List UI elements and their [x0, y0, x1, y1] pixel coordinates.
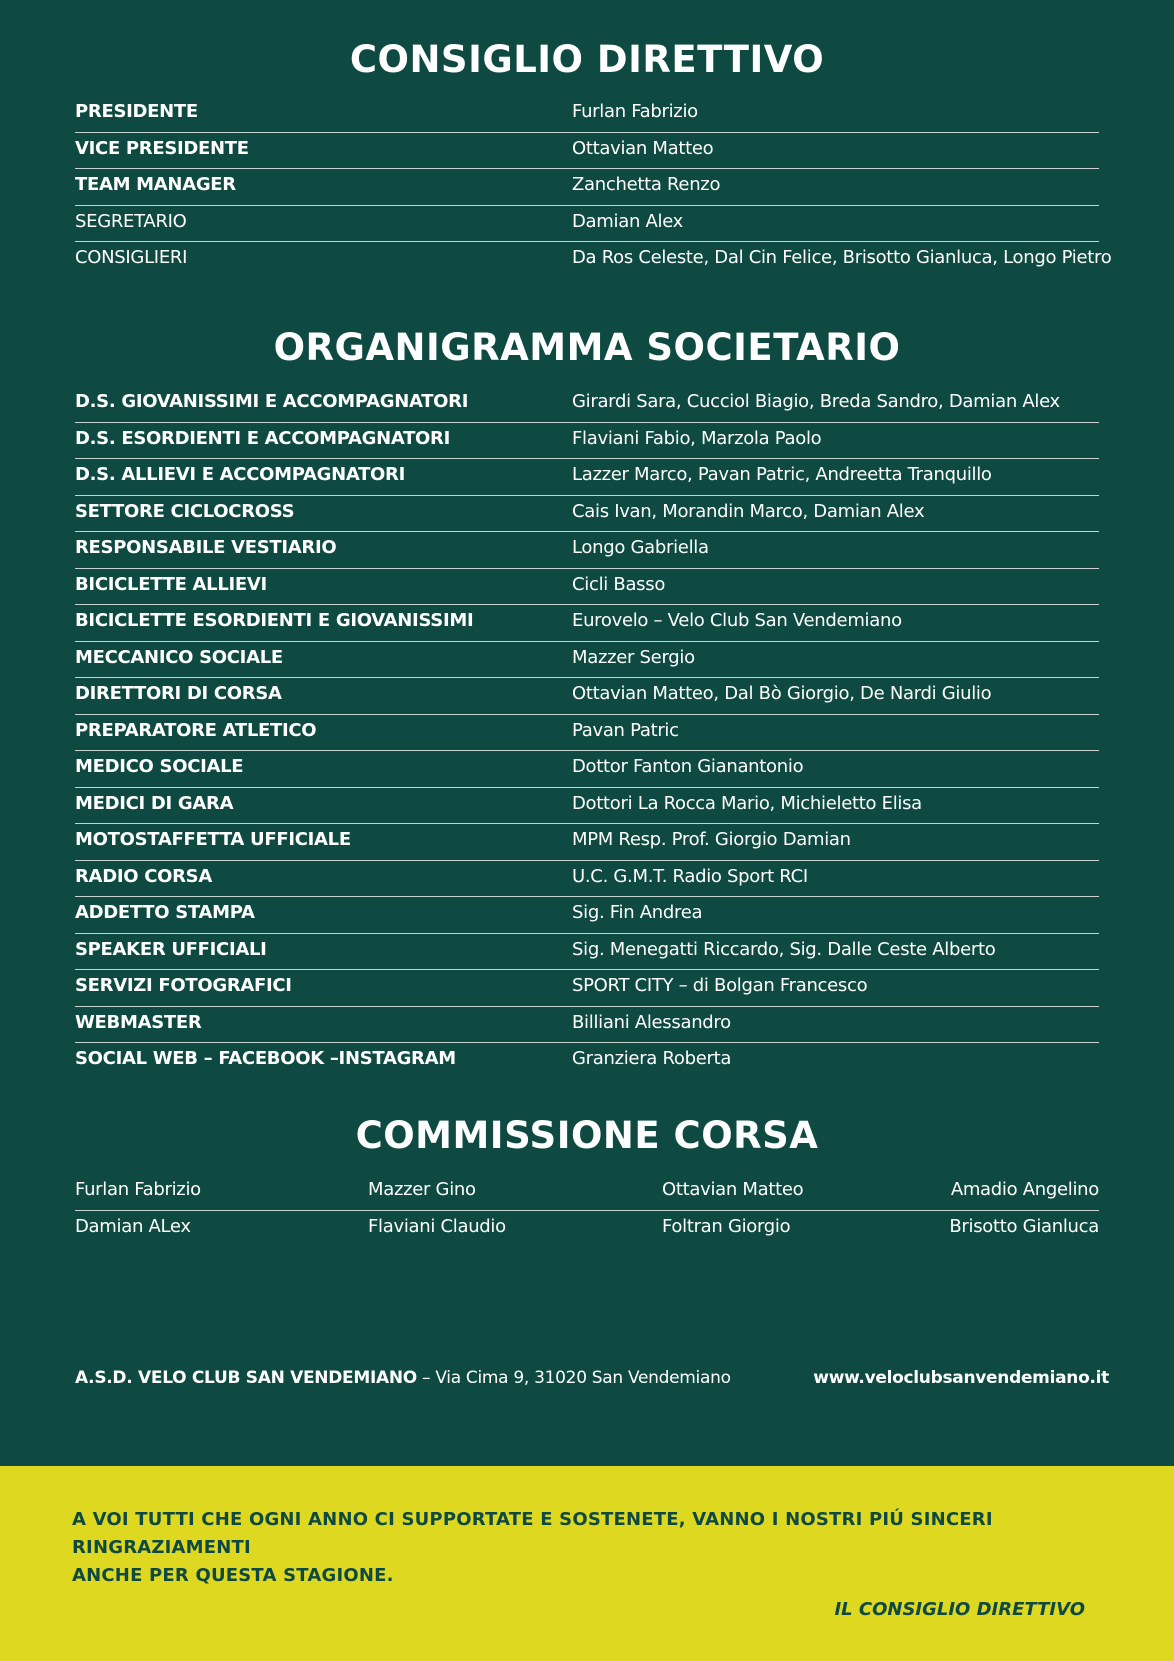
table-row — [75, 96, 1099, 133]
role-label: TEAM MANAGER — [75, 174, 236, 195]
table-row — [75, 459, 1099, 496]
role-value: Pavan Patric — [572, 719, 679, 741]
role-value: Da Ros Celeste, Dal Cin Felice, Brisotto Gianluca, Longo Pietro — [572, 247, 1112, 268]
role-value: Lazzer Marco, Pavan Patric, Andreetta Tranquillo — [572, 464, 992, 485]
table-row — [75, 861, 1099, 898]
table-row — [75, 824, 1099, 861]
role-label: RADIO CORSA — [75, 865, 212, 887]
role-value: Sig. Fin Andrea — [572, 902, 703, 923]
role-value: Longo Gabriella — [572, 537, 709, 558]
role-value: Billiani Alessandro — [572, 1011, 731, 1033]
role-value: Granziera Roberta — [572, 1048, 732, 1069]
club-name: A.S.D. VELO CLUB SAN VENDEMIANO — [75, 1368, 417, 1388]
member-name: Furlan Fabrizio — [75, 1179, 201, 1200]
role-label: WEBMASTER — [75, 1011, 202, 1033]
role-value: MPM Resp. Prof. Giorgio Damian — [572, 829, 851, 850]
commissione-grid — [75, 1174, 1099, 1246]
role-label: MEDICI DI GARA — [75, 792, 234, 814]
role-value: Dottori La Rocca Mario, Michieletto Elisa — [572, 792, 922, 814]
member-name: Mazzer Gino — [368, 1179, 476, 1200]
role-value: SPORT CITY – di Bolgan Francesco — [572, 975, 868, 996]
role-label: ADDETTO STAMPA — [75, 902, 255, 923]
role-label: D.S. GIOVANISSIMI E ACCOMPAGNATORI — [75, 391, 469, 412]
role-label: RESPONSABILE VESTIARIO — [75, 537, 337, 558]
role-label: SEGRETARIO — [75, 210, 187, 232]
table-row — [75, 496, 1099, 533]
table-row — [75, 169, 1099, 206]
role-label: SPEAKER UFFICIALI — [75, 938, 267, 960]
member-name: Damian ALex — [75, 1215, 191, 1237]
role-label: PREPARATORE ATLETICO — [75, 719, 317, 741]
table-row — [75, 642, 1099, 679]
role-label: MEDICO SOCIALE — [75, 756, 244, 777]
role-label: VICE PRESIDENTE — [75, 137, 249, 159]
table-row — [75, 206, 1099, 243]
table-row — [75, 970, 1099, 1007]
table-row — [75, 605, 1099, 642]
role-value: Eurovelo – Velo Club San Vendemiano — [572, 610, 902, 631]
table-row — [75, 1174, 1099, 1211]
role-value: Ottavian Matteo — [572, 137, 714, 159]
table-row — [75, 532, 1099, 569]
member-name: Flaviani Claudio — [368, 1215, 506, 1237]
consiglio-table — [75, 96, 1112, 278]
role-label: D.S. ESORDIENTI E ACCOMPAGNATORI — [75, 427, 451, 449]
signature: IL CONSIGLIO DIRETTIVO — [834, 1599, 1085, 1620]
table-row — [75, 242, 1112, 278]
table-row — [75, 133, 1099, 170]
role-label: BICICLETTE ESORDIENTI E GIOVANISSIMI — [75, 610, 474, 631]
table-row — [75, 423, 1099, 460]
role-label: PRESIDENTE — [75, 101, 198, 122]
thanks-line: A VOI TUTTI CHE OGNI ANNO CI SUPPORTATE E SOSTENETE, VANNO I NOSTRI PIÚ SINCERI RINGRAZIAMENTI — [72, 1509, 993, 1558]
role-label: DIRETTORI DI CORSA — [75, 683, 282, 704]
table-row — [75, 1007, 1099, 1044]
role-value: Dottor Fanton Gianantonio — [572, 756, 804, 777]
table-row — [75, 386, 1099, 423]
role-label: SERVIZI FOTOGRAFICI — [75, 975, 292, 996]
thanks-message — [72, 1506, 1112, 1590]
role-label: CONSIGLIERI — [75, 247, 188, 268]
role-value: Mazzer Sergio — [572, 646, 695, 668]
member-name: Brisotto Gianluca — [949, 1215, 1099, 1237]
table-row — [75, 1211, 1099, 1247]
role-value: Zanchetta Renzo — [572, 174, 721, 195]
organigramma-title: ORGANIGRAMMA SOCIETARIO — [273, 326, 901, 369]
role-value: Damian Alex — [572, 210, 684, 232]
role-label: BICICLETTE ALLIEVI — [75, 573, 267, 595]
role-label: SETTORE CICLOCROSS — [75, 500, 295, 522]
role-value: Ottavian Matteo, Dal Bò Giorgio, De Nardi Giulio — [572, 683, 992, 704]
table-row — [75, 788, 1099, 825]
role-value: Sig. Menegatti Riccardo, Sig. Dalle Ceste Alberto — [572, 938, 996, 960]
table-row — [75, 678, 1099, 715]
table-row — [75, 751, 1099, 788]
table-row — [75, 934, 1099, 971]
organigramma-table — [75, 386, 1099, 1079]
role-value: Cicli Basso — [572, 573, 666, 595]
table-row — [75, 1043, 1099, 1079]
role-value: Girardi Sara, Cucciol Biagio, Breda Sandro, Damian Alex — [572, 391, 1060, 412]
role-label: D.S. ALLIEVI E ACCOMPAGNATORI — [75, 464, 406, 485]
thanks-line: ANCHE PER QUESTA STAGIONE. — [72, 1565, 394, 1586]
role-label: MOTOSTAFFETTA UFFICIALE — [75, 829, 351, 850]
table-row — [75, 715, 1099, 752]
table-row — [75, 897, 1099, 934]
role-value: Flaviani Fabio, Marzola Paolo — [572, 427, 822, 449]
member-name: Amadio Angelino — [950, 1179, 1099, 1200]
website-link[interactable]: www.veloclubsanvendemiano.it — [813, 1368, 1109, 1388]
table-row — [75, 569, 1099, 606]
member-name: Ottavian Matteo — [662, 1179, 804, 1200]
role-label: MECCANICO SOCIALE — [75, 646, 283, 668]
role-value: U.C. G.M.T. Radio Sport RCI — [572, 865, 808, 887]
consiglio-title: CONSIGLIO DIRETTIVO — [349, 38, 825, 81]
thanks-band — [0, 1466, 1174, 1661]
club-address: – Via Cima 9, 31020 San Vendemiano — [416, 1368, 731, 1388]
role-label: SOCIAL WEB – FACEBOOK –INSTAGRAM — [75, 1048, 456, 1069]
role-value: Cais Ivan, Morandin Marco, Damian Alex — [572, 500, 925, 522]
member-name: Foltran Giorgio — [662, 1215, 791, 1237]
footer — [75, 1368, 1109, 1388]
role-value: Furlan Fabrizio — [572, 101, 698, 122]
commissione-title: COMMISSIONE CORSA — [355, 1114, 819, 1157]
